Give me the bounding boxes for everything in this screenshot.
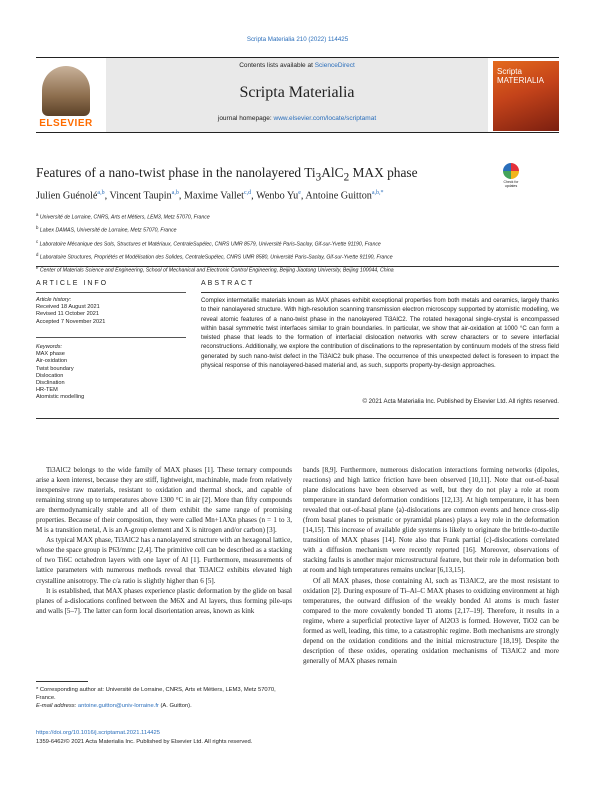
- body-paragraph: Of all MAX phases, those containing Al, such as Ti3AlC2, are the most resistant to oxidation [2]. During exposure of Ti–Al–C MAX phases to oxidizing environment at high temperatures, the outward diffusion of the weakly bonded Al atoms is much faster compared to the more covalently bonded Ti atoms [2,17–19]. Therefore, it results in a regime, where a superficial protective layer of Al2O3 is formed. However, TiO2 can be formed as well, leading, this time, to a catastrophic regime. Both mechanisms are strongly depend on the oxidation conditions and the initial microstructure [18,19]. Despite the description of these oxides, operating oxidation mechanisms of Ti3AlC2 and more generally of MAX phases remain: [303, 576, 559, 665]
- author-name[interactable]: Wenbo Yu: [256, 190, 299, 202]
- affiliation-item: $^a$ Université de Lorraine, CNRS, Arts et Métiers, LEM3, Metz 57070, France: [36, 212, 210, 221]
- history-item: Revised 11 October 2021: [36, 311, 100, 318]
- keyword-item: Disclination: [36, 380, 65, 387]
- journal-homepage-link[interactable]: www.elsevier.com/locate/scriptamat: [273, 115, 377, 122]
- crossmark-label: Check for updates: [503, 180, 519, 188]
- email-label: E-mail address:: [36, 703, 78, 709]
- journal-masthead: [36, 57, 559, 133]
- section-divider: [36, 418, 559, 419]
- abstract-rule: [201, 292, 559, 293]
- author-affil-sup: a,b: [171, 190, 179, 196]
- email-suffix: (A. Guitton).: [158, 703, 192, 709]
- body-column-right: [303, 465, 559, 666]
- keyword-item: Twist boundary: [36, 365, 74, 372]
- footnote: [36, 686, 292, 710]
- history-item: Received 18 August 2021: [36, 304, 100, 311]
- affiliation-item: $^c$ Laboratoire Mécanique des Sols, Structures et Matériaux, CentraleSupélec, CNRS UMR 8579, Université Paris-Saclay, Gif-sur-Yvette 91190, France: [36, 238, 381, 248]
- history-label: Article history:: [36, 297, 72, 303]
- contents-prefix: Contents lists available at: [239, 62, 315, 69]
- author-name[interactable]: Maxime Vallet: [183, 190, 244, 202]
- keyword-item: Dislocation: [36, 372, 64, 379]
- author-list: Julien Guénolé$^{a,b}$, Vincent Taupin$^{a,b}$, Maxime Vallet$^{c,d}$, Wenbo Yu$^e$, Antoine Guitton$^{a,b,*}$: [36, 190, 384, 202]
- affiliation-item: $^d$ Laboratoire Structures, Propriétés et Modélisation des Solides, CentraleSupélec, CNRS UMR 8580, Université Paris-Saclay, Gif-sur-Yvette 91190, France: [36, 251, 393, 261]
- journal-name: Scripta Materialia: [239, 84, 355, 101]
- author-name[interactable]: Antoine Guitton: [305, 190, 372, 202]
- keyword-item: Air-oxidation: [36, 358, 68, 365]
- masthead-center: [106, 58, 488, 132]
- author-affil-sup: c,d: [244, 190, 252, 196]
- issn-copyright: 1359-6462/© 2021 Acta Materialia Inc. Published by Elsevier Ltd. All rights reserved.: [36, 738, 253, 745]
- article-title: Features of a nano-twist phase in the nanolayered $Ti_3AlC_2$ MAX phase: [36, 165, 418, 184]
- journal-citation-link[interactable]: Scripta Materialia 210 (2022) 114425: [246, 36, 349, 43]
- body-paragraph: As typical MAX phase, Ti3AlC2 has a nanolayered structure with an hexagonal lattice, whose the space group is P63/mmc [2,4]. The primitive cell can be described as a stacking of two Ti6C octahedron layers with one layer of Al [1]. Furthermore, measurements of lattice parameters with numerous methods reveal that Ti3AlC2 exhibits elevated high crystalline anisotropy. The c/a ratio is slightly higher than 6 [5].: [36, 536, 292, 585]
- author-affil-sup: e: [298, 190, 301, 196]
- keyword-item: Atomistic modelling: [36, 394, 85, 401]
- elsevier-logo[interactable]: [36, 62, 96, 132]
- section-divider: [36, 266, 559, 267]
- body-column-left: [36, 465, 292, 616]
- article-history: [36, 297, 186, 326]
- journal-cover-image[interactable]: [493, 61, 559, 131]
- body-paragraph: Ti3AlC2 belongs to the wide family of MAX phases [1]. These ternary compounds arise a keen interest, because they are stiff, lightweight, machinable, made from relatively inexpensive raw materials, resistant to oxidation and thermal shock, and capable of remaining strong up to temperatures above 1300 °C in air [2]. More than fifty compounds are thermodynamically stable and all of them exhibit the same range of promising properties. Because of their composition, they were called Mn+1AXn phases (n = 1 to 3, M is a transition metal, A is an A-group element and X is nitrogen and/or carbon) [3].: [36, 466, 292, 535]
- info-rule: [36, 337, 186, 338]
- abstract-heading: ABSTRACT: [201, 280, 255, 287]
- author-affil-sup: a,b: [97, 190, 105, 196]
- sciencedirect-link[interactable]: ScienceDirect: [314, 62, 355, 69]
- email-line: [36, 702, 292, 710]
- author-email-link[interactable]: antoine.guitton@univ-lorraine.fr: [77, 703, 159, 709]
- affiliation-item: $^e$ Center of Materials Science and Engineering, School of Mechanical and Electronic Control Engineering, Beijing Jiaotong University, Beijing 100044, China: [36, 265, 394, 275]
- info-rule: [36, 292, 186, 293]
- history-item: Accepted 7 November 2021: [36, 318, 106, 325]
- abstract-copyright: © 2021 Acta Materialia Inc. Published by Elsevier Ltd. All rights reserved.: [362, 398, 559, 405]
- crossmark-icon: [503, 163, 519, 179]
- keywords-label: Keywords:: [36, 344, 63, 350]
- corresponding-author-note: * Corresponding author at: Université de Lorraine, CNRS, Arts et Métiers, LEM3, Metz 57070, France.: [36, 687, 276, 701]
- cover-title: Scripta MATERIALIA: [497, 67, 544, 85]
- footnote-rule: [36, 681, 88, 682]
- elsevier-tree-icon: [42, 66, 90, 116]
- page-footer: [36, 729, 336, 746]
- elsevier-wordmark: ELSEVIER: [39, 118, 93, 129]
- author-name[interactable]: Julien Guénolé: [36, 190, 98, 202]
- homepage-line: [106, 115, 488, 122]
- check-for-updates-button[interactable]: [500, 163, 522, 187]
- doi-link[interactable]: https://doi.org/10.1016/j.scriptamat.2021.114425: [36, 730, 160, 736]
- contents-line: [106, 62, 488, 69]
- keywords-list: [36, 344, 186, 402]
- affiliation-item: $^b$ Labex DAMAS, Université de Lorraine, Metz 57070, France: [36, 225, 177, 235]
- keyword-item: HR-TEM: [36, 387, 58, 394]
- body-paragraph: It is established, that MAX phases experience plastic deformation by the glide on basal planes of a-dislocations confined between the M6X and Al layers, thus forming pile-ups and walls [5–7]. The latter can form local disorientation areas, known as kink: [36, 586, 292, 615]
- author-affil-sup: a,b,*: [371, 190, 384, 196]
- abstract-text: Complex intermetallic materials known as MAX phases exhibit exceptional properties from both metals and ceramics, largely thanks to their nanolayered structure. With high-resolution scanning transmission electron microscopy supported by atomistic modelling, we reveal atomic features of a nano-twist phase in the nanolayered Ti3AlC2. The rotated hexagonal single-crystal is encompassed within basal symmetric twist interfaces similar to grain boundaries. In particular, we show that air-oxidation at 1000 °C can form a twisted phase that leads to the formation of interfacial dislocation networks with screw characters or to severe interfacial reconstructions. Additionally, we explore the contribution of disclinations to the representation by continuum models of the stress field generated by such nano-twist defect in the Ti3AlC2 bulk phase. The occurrence of this unexpected defect is foreseen to impact the physical response of this nanolayered-based material and, as such, supports property-by-design approaches.: [201, 297, 559, 369]
- article-info-heading: ARTICLE INFO: [36, 280, 109, 287]
- author-name[interactable]: Vincent Taupin: [109, 190, 172, 202]
- homepage-prefix: journal homepage:: [217, 115, 274, 122]
- body-paragraph: bands [8,9]. Furthermore, numerous dislocation interactions forming networks (dipoles, reactions) and high lattice friction have been observed [10,11]. Note that out-of-basal plane dislocations have been observed as well, but they do not play a role at room temperature in standard deformation conditions [12,13]. At high temperature, it has been revealed that out-of-basal plane ⟨a⟩-dislocations are common events and hence cross-slip (from basal planes to prismatic or pyramidal planes) plays a key role in the deformation [14,15]. This increase of available glide systems is likely to originate the brittle-to-ductile transition of MAX phases [14]. Note also that Frank partial ⟨c⟩-dislocations correlated with a diffusion mechanism were recently reported [16]. Moreover, observations of stacking faults is another major microstructural feature, but their role in deformation both at room and high temperatures remains unclear [6,13,15].: [303, 466, 559, 575]
- keyword-item: MAX phase: [36, 351, 65, 358]
